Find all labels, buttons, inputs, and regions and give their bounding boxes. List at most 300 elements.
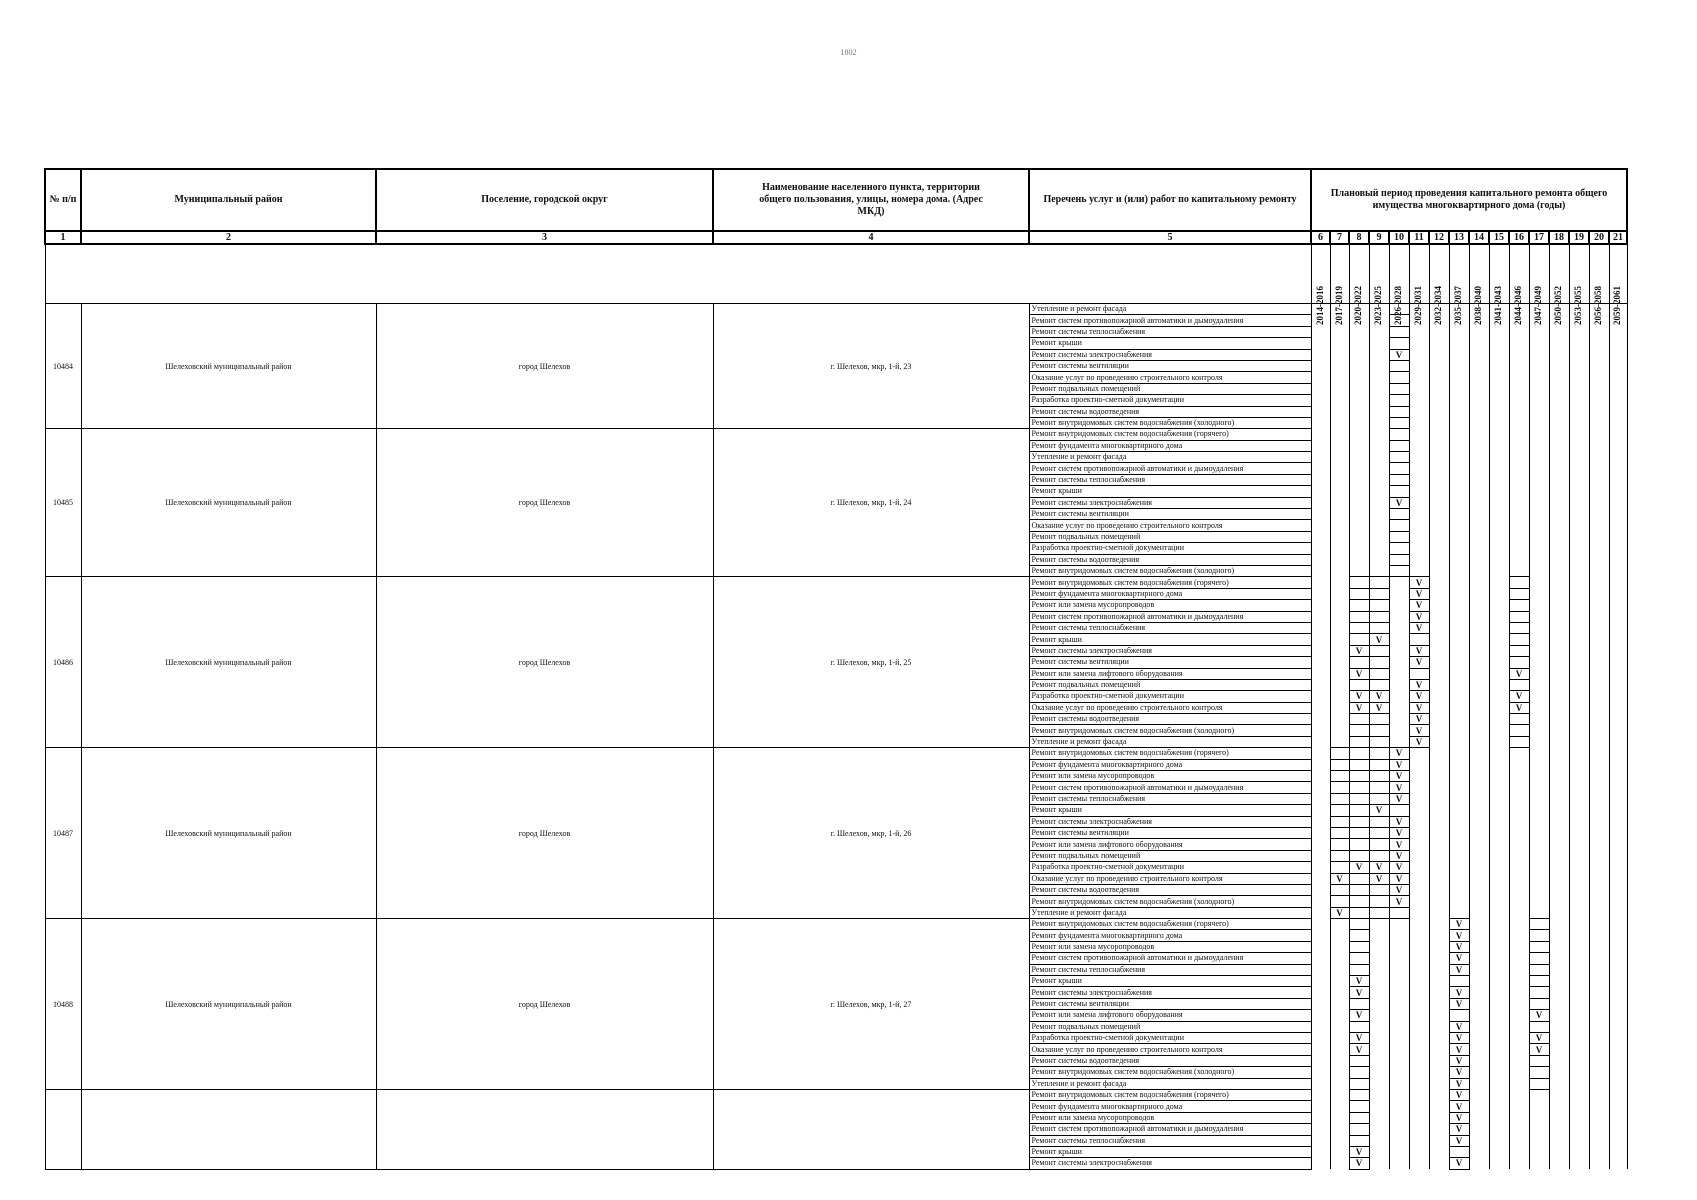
year-mark-cell [1449, 417, 1469, 428]
year-mark-cell [1449, 588, 1469, 599]
year-mark-cell [1489, 645, 1509, 656]
year-mark-cell: V [1349, 645, 1369, 656]
year-mark-cell [1469, 702, 1489, 713]
record-district: Шелеховский муниципальный район [81, 577, 376, 748]
year-mark-cell [1429, 1021, 1449, 1032]
record-address: г. Шелехов, мкр, 1-й, 23 [713, 304, 1029, 429]
record-num: 10487 [45, 748, 81, 919]
header-period: Плановый период проведения капитального ремонта общего имущества многоквартирного дома (годы) [1311, 169, 1627, 231]
service-name: Ремонт системы вентиляции [1029, 657, 1311, 668]
service-name: Ремонт или замена мусоропроводов [1029, 941, 1311, 952]
year-mark-cell [1389, 452, 1409, 463]
service-name: Ремонт крыши [1029, 976, 1311, 987]
year-mark-cell [1429, 748, 1449, 759]
year-mark-cell [1449, 907, 1469, 918]
year-mark-cell [1489, 884, 1509, 895]
year-mark-cell [1429, 657, 1449, 668]
year-mark-cell: V [1330, 873, 1349, 884]
year-mark-cell [1469, 816, 1489, 827]
year-mark-cell [1389, 691, 1409, 702]
year-mark-cell [1489, 668, 1509, 679]
year-mark-cell [1349, 588, 1369, 599]
year-mark-cell [1449, 645, 1469, 656]
year-mark-cell [1489, 509, 1509, 520]
year-period-header: 2026-2028 [1389, 244, 1409, 304]
year-mark-cell [1349, 941, 1369, 952]
year-mark-cell [1389, 1078, 1409, 1089]
year-mark-cell [1509, 839, 1529, 850]
year-mark-cell [1429, 1158, 1449, 1169]
year-mark-cell [1609, 873, 1627, 884]
year-period-header: 2044-2046 [1509, 244, 1529, 304]
year-mark-cell [1330, 702, 1349, 713]
column-index: 4 [713, 231, 1029, 244]
year-mark-cell [1489, 1146, 1509, 1157]
year-mark-cell [1409, 1078, 1429, 1089]
year-mark-cell [1311, 1124, 1330, 1135]
year-mark-cell [1549, 850, 1569, 861]
year-mark-cell [1489, 748, 1509, 759]
year-mark-cell [1311, 657, 1330, 668]
year-mark-cell [1529, 839, 1549, 850]
year-mark-cell: V [1369, 634, 1389, 645]
year-mark-cell [1330, 349, 1349, 360]
year-mark-cell [1330, 839, 1349, 850]
year-mark-cell [1469, 509, 1489, 520]
year-mark-cell [1509, 725, 1529, 736]
service-name: Ремонт внутридомовых систем водоснабжения (холодного) [1029, 417, 1311, 428]
year-mark-cell [1509, 805, 1529, 816]
year-mark-cell [1469, 520, 1489, 531]
year-mark-cell [1409, 1010, 1429, 1021]
year-mark-cell [1330, 987, 1349, 998]
year-mark-cell [1509, 793, 1529, 804]
year-mark-cell: V [1349, 1146, 1369, 1157]
year-mark-cell [1549, 645, 1569, 656]
year-mark-cell [1449, 383, 1469, 394]
year-mark-cell [1489, 919, 1509, 930]
year-mark-cell [1469, 497, 1489, 508]
year-mark-cell [1549, 1067, 1569, 1078]
year-mark-cell [1529, 406, 1549, 417]
year-mark-cell [1330, 793, 1349, 804]
year-mark-cell [1509, 873, 1529, 884]
year-mark-cell [1569, 497, 1589, 508]
year-mark-cell [1389, 429, 1409, 440]
year-mark-cell [1311, 759, 1330, 770]
year-mark-cell [1330, 1112, 1349, 1123]
year-period-header: 2047-2049 [1529, 244, 1549, 304]
service-name: Ремонт внутридомовых систем водоснабжения (горячего) [1029, 748, 1311, 759]
year-mark-cell [1609, 1101, 1627, 1112]
service-name: Разработка проектно-сметной документации [1029, 691, 1311, 702]
service-name: Ремонт внутридомовых систем водоснабжения (горячего) [1029, 1089, 1311, 1100]
year-mark-cell [1469, 1101, 1489, 1112]
year-mark-cell [1389, 372, 1409, 383]
year-mark-cell [1349, 1101, 1369, 1112]
year-mark-cell [1429, 543, 1449, 554]
year-mark-cell [1429, 691, 1449, 702]
year-mark-cell [1489, 782, 1509, 793]
year-mark-cell [1609, 919, 1627, 930]
year-mark-cell [1549, 907, 1569, 918]
year-mark-cell [1509, 1158, 1529, 1169]
year-mark-cell [1349, 998, 1369, 1009]
year-mark-cell [1509, 964, 1529, 975]
year-mark-cell [1311, 360, 1330, 371]
year-mark-cell [1569, 987, 1589, 998]
year-mark-cell [1469, 884, 1489, 895]
year-mark-cell [1609, 577, 1627, 588]
year-mark-cell [1311, 417, 1330, 428]
year-mark-cell [1429, 1135, 1449, 1146]
year-mark-cell [1469, 736, 1489, 747]
year-mark-cell [1389, 987, 1409, 998]
year-mark-cell [1449, 531, 1469, 542]
year-mark-cell [1549, 395, 1569, 406]
year-mark-cell [1429, 873, 1449, 884]
year-mark-cell [1369, 941, 1389, 952]
year-mark-cell [1489, 577, 1509, 588]
year-mark-cell [1509, 1089, 1529, 1100]
year-mark-cell [1409, 554, 1429, 565]
year-mark-cell [1369, 588, 1389, 599]
column-index: 8 [1349, 231, 1369, 244]
service-name: Ремонт внутридомовых систем водоснабжения (холодного) [1029, 896, 1311, 907]
year-mark-cell [1330, 679, 1349, 690]
year-mark-cell [1389, 679, 1409, 690]
year-mark-cell [1429, 1101, 1449, 1112]
year-mark-cell [1409, 987, 1429, 998]
year-mark-cell [1589, 1033, 1609, 1044]
year-mark-cell [1349, 600, 1369, 611]
year-mark-cell [1549, 725, 1569, 736]
year-mark-cell [1589, 645, 1609, 656]
year-mark-cell [1489, 1010, 1509, 1021]
year-mark-cell [1330, 486, 1349, 497]
year-mark-cell [1589, 577, 1609, 588]
year-mark-cell [1449, 611, 1469, 622]
year-mark-cell: V [1389, 827, 1409, 838]
year-mark-cell [1589, 748, 1609, 759]
year-mark-cell [1589, 930, 1609, 941]
year-mark-cell [1509, 736, 1529, 747]
service-name: Ремонт фундамента многоквартирного дома [1029, 588, 1311, 599]
year-mark-cell [1589, 725, 1609, 736]
service-name: Разработка проектно-сметной документации [1029, 1033, 1311, 1044]
year-mark-cell [1449, 600, 1469, 611]
year-mark-cell [1589, 941, 1609, 952]
year-mark-cell [1409, 862, 1429, 873]
year-mark-cell [1330, 645, 1349, 656]
year-mark-cell [1469, 907, 1489, 918]
year-mark-cell [1569, 839, 1589, 850]
year-mark-cell [1311, 509, 1330, 520]
year-mark-cell [1449, 873, 1469, 884]
year-mark-cell [1529, 850, 1549, 861]
year-mark-cell: V [1529, 1033, 1549, 1044]
year-mark-cell [1429, 622, 1449, 633]
year-mark-cell [1429, 782, 1449, 793]
year-mark-cell [1529, 907, 1549, 918]
year-mark-cell [1589, 600, 1609, 611]
year-period-header: 2020-2022 [1349, 244, 1369, 304]
year-mark-cell [1569, 622, 1589, 633]
year-mark-cell [1369, 1089, 1389, 1100]
year-mark-cell [1489, 896, 1509, 907]
year-mark-cell: V [1449, 1067, 1469, 1078]
year-mark-cell [1409, 1158, 1429, 1169]
year-mark-cell [1311, 827, 1330, 838]
year-mark-cell [1330, 588, 1349, 599]
year-mark-cell [1489, 611, 1509, 622]
year-mark-cell [1349, 1089, 1369, 1100]
year-mark-cell [1509, 474, 1529, 485]
year-mark-cell [1549, 668, 1569, 679]
year-mark-cell [1529, 862, 1549, 873]
year-mark-cell [1311, 600, 1330, 611]
year-mark-cell [1549, 372, 1569, 383]
year-mark-cell [1569, 657, 1589, 668]
service-name: Ремонт крыши [1029, 486, 1311, 497]
year-mark-cell: V [1349, 1044, 1369, 1055]
year-mark-cell [1549, 429, 1569, 440]
year-mark-cell [1311, 714, 1330, 725]
service-name: Ремонт фундамента многоквартирного дома [1029, 930, 1311, 941]
year-mark-cell [1569, 1044, 1589, 1055]
year-mark-cell [1549, 884, 1569, 895]
year-mark-cell [1489, 930, 1509, 941]
year-mark-cell [1409, 509, 1429, 520]
year-mark-cell [1589, 486, 1609, 497]
year-mark-cell: V [1409, 691, 1429, 702]
year-mark-cell [1609, 360, 1627, 371]
year-mark-cell: V [1449, 1158, 1469, 1169]
year-mark-cell [1389, 622, 1409, 633]
year-mark-cell [1349, 884, 1369, 895]
year-mark-cell [1609, 884, 1627, 895]
year-mark-cell: V [1409, 702, 1429, 713]
year-mark-cell [1569, 748, 1589, 759]
year-mark-cell [1589, 349, 1609, 360]
year-mark-cell: V [1409, 645, 1429, 656]
year-mark-cell: V [1349, 987, 1369, 998]
year-mark-cell [1349, 338, 1369, 349]
year-mark-cell [1529, 429, 1549, 440]
year-mark-cell [1369, 736, 1389, 747]
year-mark-cell [1389, 1112, 1409, 1123]
year-mark-cell [1509, 919, 1529, 930]
year-mark-cell [1549, 873, 1569, 884]
year-mark-cell [1609, 1044, 1627, 1055]
column-index: 21 [1609, 231, 1627, 244]
year-mark-cell [1509, 600, 1529, 611]
year-mark-cell [1389, 360, 1409, 371]
year-mark-cell [1449, 759, 1469, 770]
column-index: 14 [1469, 231, 1489, 244]
service-row [45, 1089, 1627, 1100]
year-mark-cell [1529, 736, 1549, 747]
year-mark-cell [1489, 976, 1509, 987]
column-index: 17 [1529, 231, 1549, 244]
year-mark-cell [1589, 543, 1609, 554]
year-mark-cell [1489, 657, 1509, 668]
service-name: Ремонт крыши [1029, 1146, 1311, 1157]
year-mark-cell [1609, 839, 1627, 850]
year-mark-cell [1529, 771, 1549, 782]
year-mark-cell [1589, 691, 1609, 702]
year-mark-cell [1549, 349, 1569, 360]
year-mark-cell [1589, 1101, 1609, 1112]
year-mark-cell [1569, 338, 1589, 349]
year-mark-cell [1609, 987, 1627, 998]
year-mark-cell [1330, 668, 1349, 679]
year-mark-cell [1569, 862, 1589, 873]
year-mark-cell: V [1409, 622, 1429, 633]
year-mark-cell [1429, 953, 1449, 964]
year-mark-cell [1311, 588, 1330, 599]
year-mark-cell [1469, 338, 1489, 349]
year-mark-cell [1589, 531, 1609, 542]
year-mark-cell [1569, 668, 1589, 679]
service-name: Ремонт системы водоотведения [1029, 406, 1311, 417]
year-mark-cell [1549, 509, 1569, 520]
year-mark-cell [1489, 326, 1509, 337]
year-mark-cell [1389, 577, 1409, 588]
year-mark-cell [1429, 1112, 1449, 1123]
year-mark-cell [1429, 714, 1449, 725]
year-mark-cell [1389, 976, 1409, 987]
year-mark-cell [1489, 702, 1509, 713]
service-name: Ремонт или замена лифтового оборудования [1029, 839, 1311, 850]
year-mark-cell [1389, 395, 1409, 406]
header-address: Наименование населенного пункта, территории общего пользования, улицы, номера дома. (Адрес МКД) [713, 169, 1029, 231]
year-mark-cell [1549, 1021, 1569, 1032]
year-mark-cell [1569, 816, 1589, 827]
service-name: Ремонт подвальных помещений [1029, 531, 1311, 542]
year-mark-cell [1489, 372, 1509, 383]
year-mark-cell [1469, 771, 1489, 782]
year-mark-cell [1369, 987, 1389, 998]
year-mark-cell [1569, 600, 1589, 611]
year-mark-cell [1569, 782, 1589, 793]
year-mark-cell [1369, 884, 1389, 895]
year-mark-cell [1469, 1067, 1489, 1078]
year-mark-cell [1549, 520, 1569, 531]
year-mark-cell [1409, 976, 1429, 987]
year-mark-cell [1569, 395, 1589, 406]
year-mark-cell [1449, 543, 1469, 554]
year-mark-cell [1311, 953, 1330, 964]
record-address [713, 1089, 1029, 1169]
year-mark-cell [1429, 326, 1449, 337]
year-mark-cell [1469, 941, 1489, 952]
year-mark-cell [1529, 588, 1549, 599]
year-mark-cell [1509, 1010, 1529, 1021]
year-mark-cell: V [1449, 919, 1469, 930]
year-mark-cell [1609, 645, 1627, 656]
record-address: г. Шелехов, мкр, 1-й, 25 [713, 577, 1029, 748]
year-mark-cell [1330, 919, 1349, 930]
service-name: Ремонт систем противопожарной автоматики и дымоудаления [1029, 953, 1311, 964]
year-mark-cell [1569, 554, 1589, 565]
year-mark-cell [1569, 850, 1589, 861]
service-name: Ремонт системы теплоснабжения [1029, 474, 1311, 485]
year-mark-cell [1529, 1067, 1549, 1078]
year-mark-cell [1509, 452, 1529, 463]
year-mark-cell [1609, 1078, 1627, 1089]
year-mark-cell [1469, 395, 1489, 406]
year-mark-cell [1311, 668, 1330, 679]
record-num: 10486 [45, 577, 81, 748]
year-mark-cell [1509, 771, 1529, 782]
year-period-header: 2023-2025 [1369, 244, 1389, 304]
year-mark-cell [1311, 1089, 1330, 1100]
year-mark-cell [1569, 565, 1589, 576]
year-mark-cell [1589, 816, 1609, 827]
year-mark-cell: V [1389, 782, 1409, 793]
year-mark-cell [1449, 565, 1469, 576]
year-mark-cell [1429, 1010, 1449, 1021]
year-mark-cell [1311, 725, 1330, 736]
year-mark-cell [1609, 372, 1627, 383]
year-mark-cell [1489, 554, 1509, 565]
year-mark-cell [1330, 634, 1349, 645]
year-mark-cell [1349, 1112, 1369, 1123]
year-mark-cell [1609, 497, 1627, 508]
year-mark-cell [1489, 474, 1509, 485]
year-mark-cell [1549, 691, 1569, 702]
year-mark-cell [1589, 1010, 1609, 1021]
year-mark-cell [1549, 383, 1569, 394]
year-mark-cell [1549, 531, 1569, 542]
year-mark-cell [1330, 748, 1349, 759]
year-mark-cell [1529, 554, 1549, 565]
year-mark-cell [1311, 839, 1330, 850]
year-mark-cell [1330, 930, 1349, 941]
year-mark-cell [1469, 668, 1489, 679]
year-mark-cell [1449, 896, 1469, 907]
year-mark-cell [1311, 622, 1330, 633]
service-name: Утепление и ремонт фасада [1029, 736, 1311, 747]
year-mark-cell [1589, 736, 1609, 747]
service-name: Ремонт подвальных помещений [1029, 850, 1311, 861]
year-mark-cell [1569, 474, 1589, 485]
year-mark-cell: V [1449, 1135, 1469, 1146]
year-mark-cell [1529, 805, 1549, 816]
year-mark-cell [1369, 1044, 1389, 1055]
year-mark-cell [1330, 998, 1349, 1009]
service-row [45, 304, 1627, 315]
year-mark-cell [1609, 668, 1627, 679]
service-name: Ремонт систем противопожарной автоматики и дымоудаления [1029, 1124, 1311, 1135]
year-mark-cell [1529, 1055, 1549, 1066]
year-mark-cell [1330, 884, 1349, 895]
year-mark-cell [1529, 987, 1549, 998]
year-mark-cell [1549, 486, 1569, 497]
year-mark-cell: V [1449, 930, 1469, 941]
year-mark-cell: V [1449, 964, 1469, 975]
year-mark-cell [1369, 930, 1389, 941]
service-name: Ремонт или замена мусоропроводов [1029, 600, 1311, 611]
year-mark-cell [1311, 440, 1330, 451]
service-name: Утепление и ремонт фасада [1029, 907, 1311, 918]
year-mark-cell [1609, 326, 1627, 337]
year-mark-cell [1330, 565, 1349, 576]
year-mark-cell [1409, 793, 1429, 804]
year-mark-cell [1569, 805, 1589, 816]
year-mark-cell [1509, 1055, 1529, 1066]
